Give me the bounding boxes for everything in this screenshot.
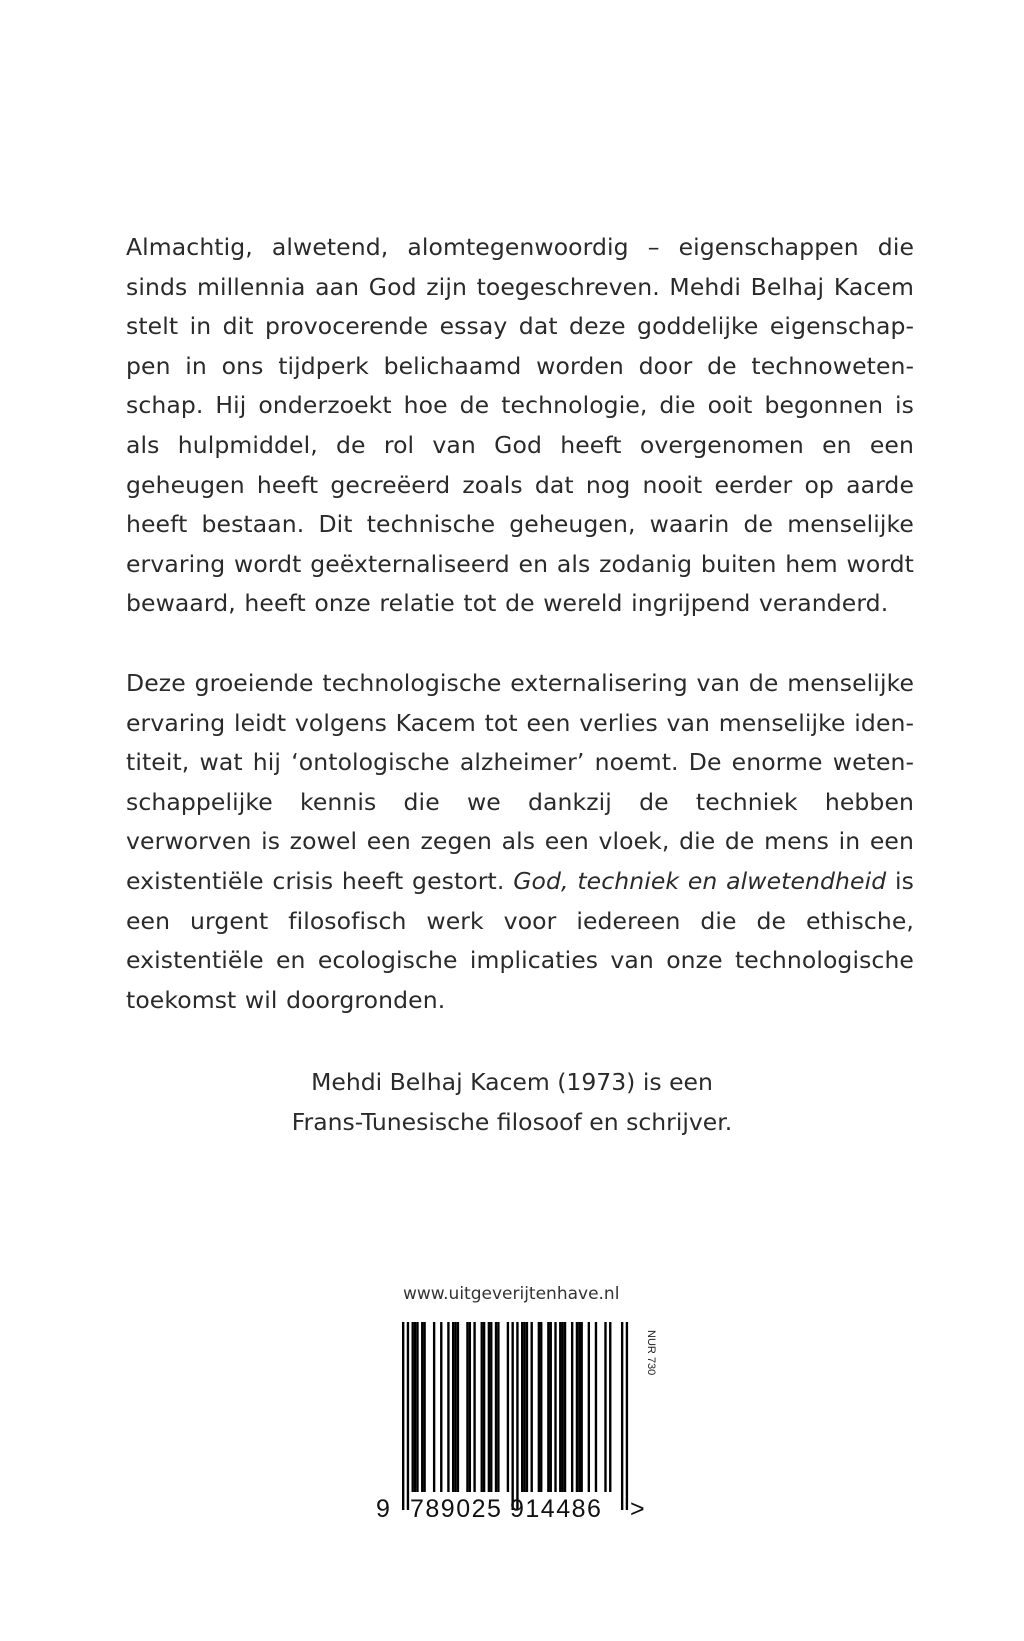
barcode-guard-bar [516,1322,518,1510]
isbn-right-digits: 914486 [510,1495,603,1523]
blurb-paragraph-2 [126,664,914,1020]
barcode-bar [538,1322,540,1492]
barcode-bar [483,1322,485,1492]
barcode-bar [469,1322,471,1492]
barcode-bar [412,1322,414,1492]
barcode-bar [561,1322,563,1492]
barcode-bar [454,1322,456,1492]
isbn-lead-digit: 9 [376,1495,390,1523]
barcode-bar [588,1322,590,1492]
barcode-bar [497,1322,499,1492]
barcode-bar [452,1322,454,1492]
blurb-paragraph-2-end: is een urgent filosofisch werk voor iedereen die de ethische, existentiële en ecologische implicaties van onze technologische toekomst wil doorgronden. [126,866,914,1014]
barcode-bar [481,1322,483,1492]
book-title: God, techniek en alwetendheid [513,866,887,895]
barcode-bar [473,1322,475,1492]
barcode-bar [595,1322,597,1492]
barcode-bar [604,1322,606,1492]
barcode-bar [559,1322,561,1492]
barcode-bar [488,1322,490,1492]
blurb-paragraph-2-start: Deze groeiende technologische externalisering van de menselijke ervaring leidt volgens Kacem tot een verlies van menselijke identiteit, wat hij ‘ontologische alzheimer’ noemt. De enorme wetenschappelijke kennis die we dankzij de techniek hebben verworven is zowel een zegen als een vloek, die de mens in een existentiële crisis heeft gestort. [126,668,914,895]
barcode-bar [466,1322,468,1492]
barcode-guard-bar [626,1322,628,1510]
barcode-bar [564,1322,566,1492]
barcode-bar [609,1322,611,1492]
barcode-guard-bar [407,1322,409,1510]
barcode-bar [531,1322,533,1492]
barcode-bars [374,1322,664,1522]
barcode-guard-bar [511,1322,513,1510]
barcode-bar [423,1322,425,1492]
barcode-bar [578,1322,580,1492]
barcode-bar [521,1322,523,1492]
isbn-barcode [374,1322,664,1530]
barcode-bar [447,1322,449,1492]
nur-code: NUR 730 [645,1330,657,1376]
author-bio-line-2: Frans-Tunesische filosoof en schrijver. [291,1108,733,1136]
publisher-url[interactable]: www.uitgeverijtenhave.nl [403,1284,620,1304]
quiet-zone-mark: > [630,1495,645,1523]
isbn-left-digits: 789025 [410,1495,503,1523]
barcode-bar [523,1322,525,1492]
barcode-bar [576,1322,578,1492]
barcode-bar [507,1322,509,1492]
barcode-bar [457,1322,459,1492]
barcode-bar [554,1322,556,1492]
barcode-guard-bar [402,1322,404,1510]
barcode-bar [495,1322,497,1492]
author-bio [0,1062,1024,1142]
barcode-bar [440,1322,442,1492]
barcode-guard-bar [621,1322,623,1510]
barcode-bar [416,1322,418,1492]
barcode-bar [547,1322,549,1492]
isbn-digits [374,1494,664,1524]
barcode-bar [540,1322,542,1492]
blurb-paragraph-1: Almachtig, alwetend, alomtegenwoordig – eigenschappen die sinds millennia aan God zijn toegeschreven. Mehdi Belhaj Kacem stelt in dit provocerende essay dat deze goddelijke eigenschappen in ons tijdperk belichaamd worden door de technowetenschap. Hij onderzoekt hoe de technologie, die ooit begonnen is als hulpmiddel, de rol van God heeft overgenomen en een geheugen heeft gecreëerd zoals dat nog nooit eerder op aarde heeft bestaan. Dit technische geheugen, waarin de menselijke ervaring wordt geëxternaliseerd en als zodanig buiten hem wordt bewaard, heeft onze relatie tot de wereld ingrijpend veranderd. [126,233,914,618]
barcode-bar [490,1322,492,1492]
author-bio-line-1: Mehdi Belhaj Kacem (1973) is een [311,1068,713,1096]
barcode-bar [414,1322,416,1492]
barcode-bar [526,1322,528,1492]
barcode-bar [581,1322,583,1492]
back-cover-blurb [126,228,914,1020]
barcode-bar [421,1322,423,1492]
barcode-bar [550,1322,552,1492]
barcode-bar [433,1322,435,1492]
barcode-bar [571,1322,573,1492]
